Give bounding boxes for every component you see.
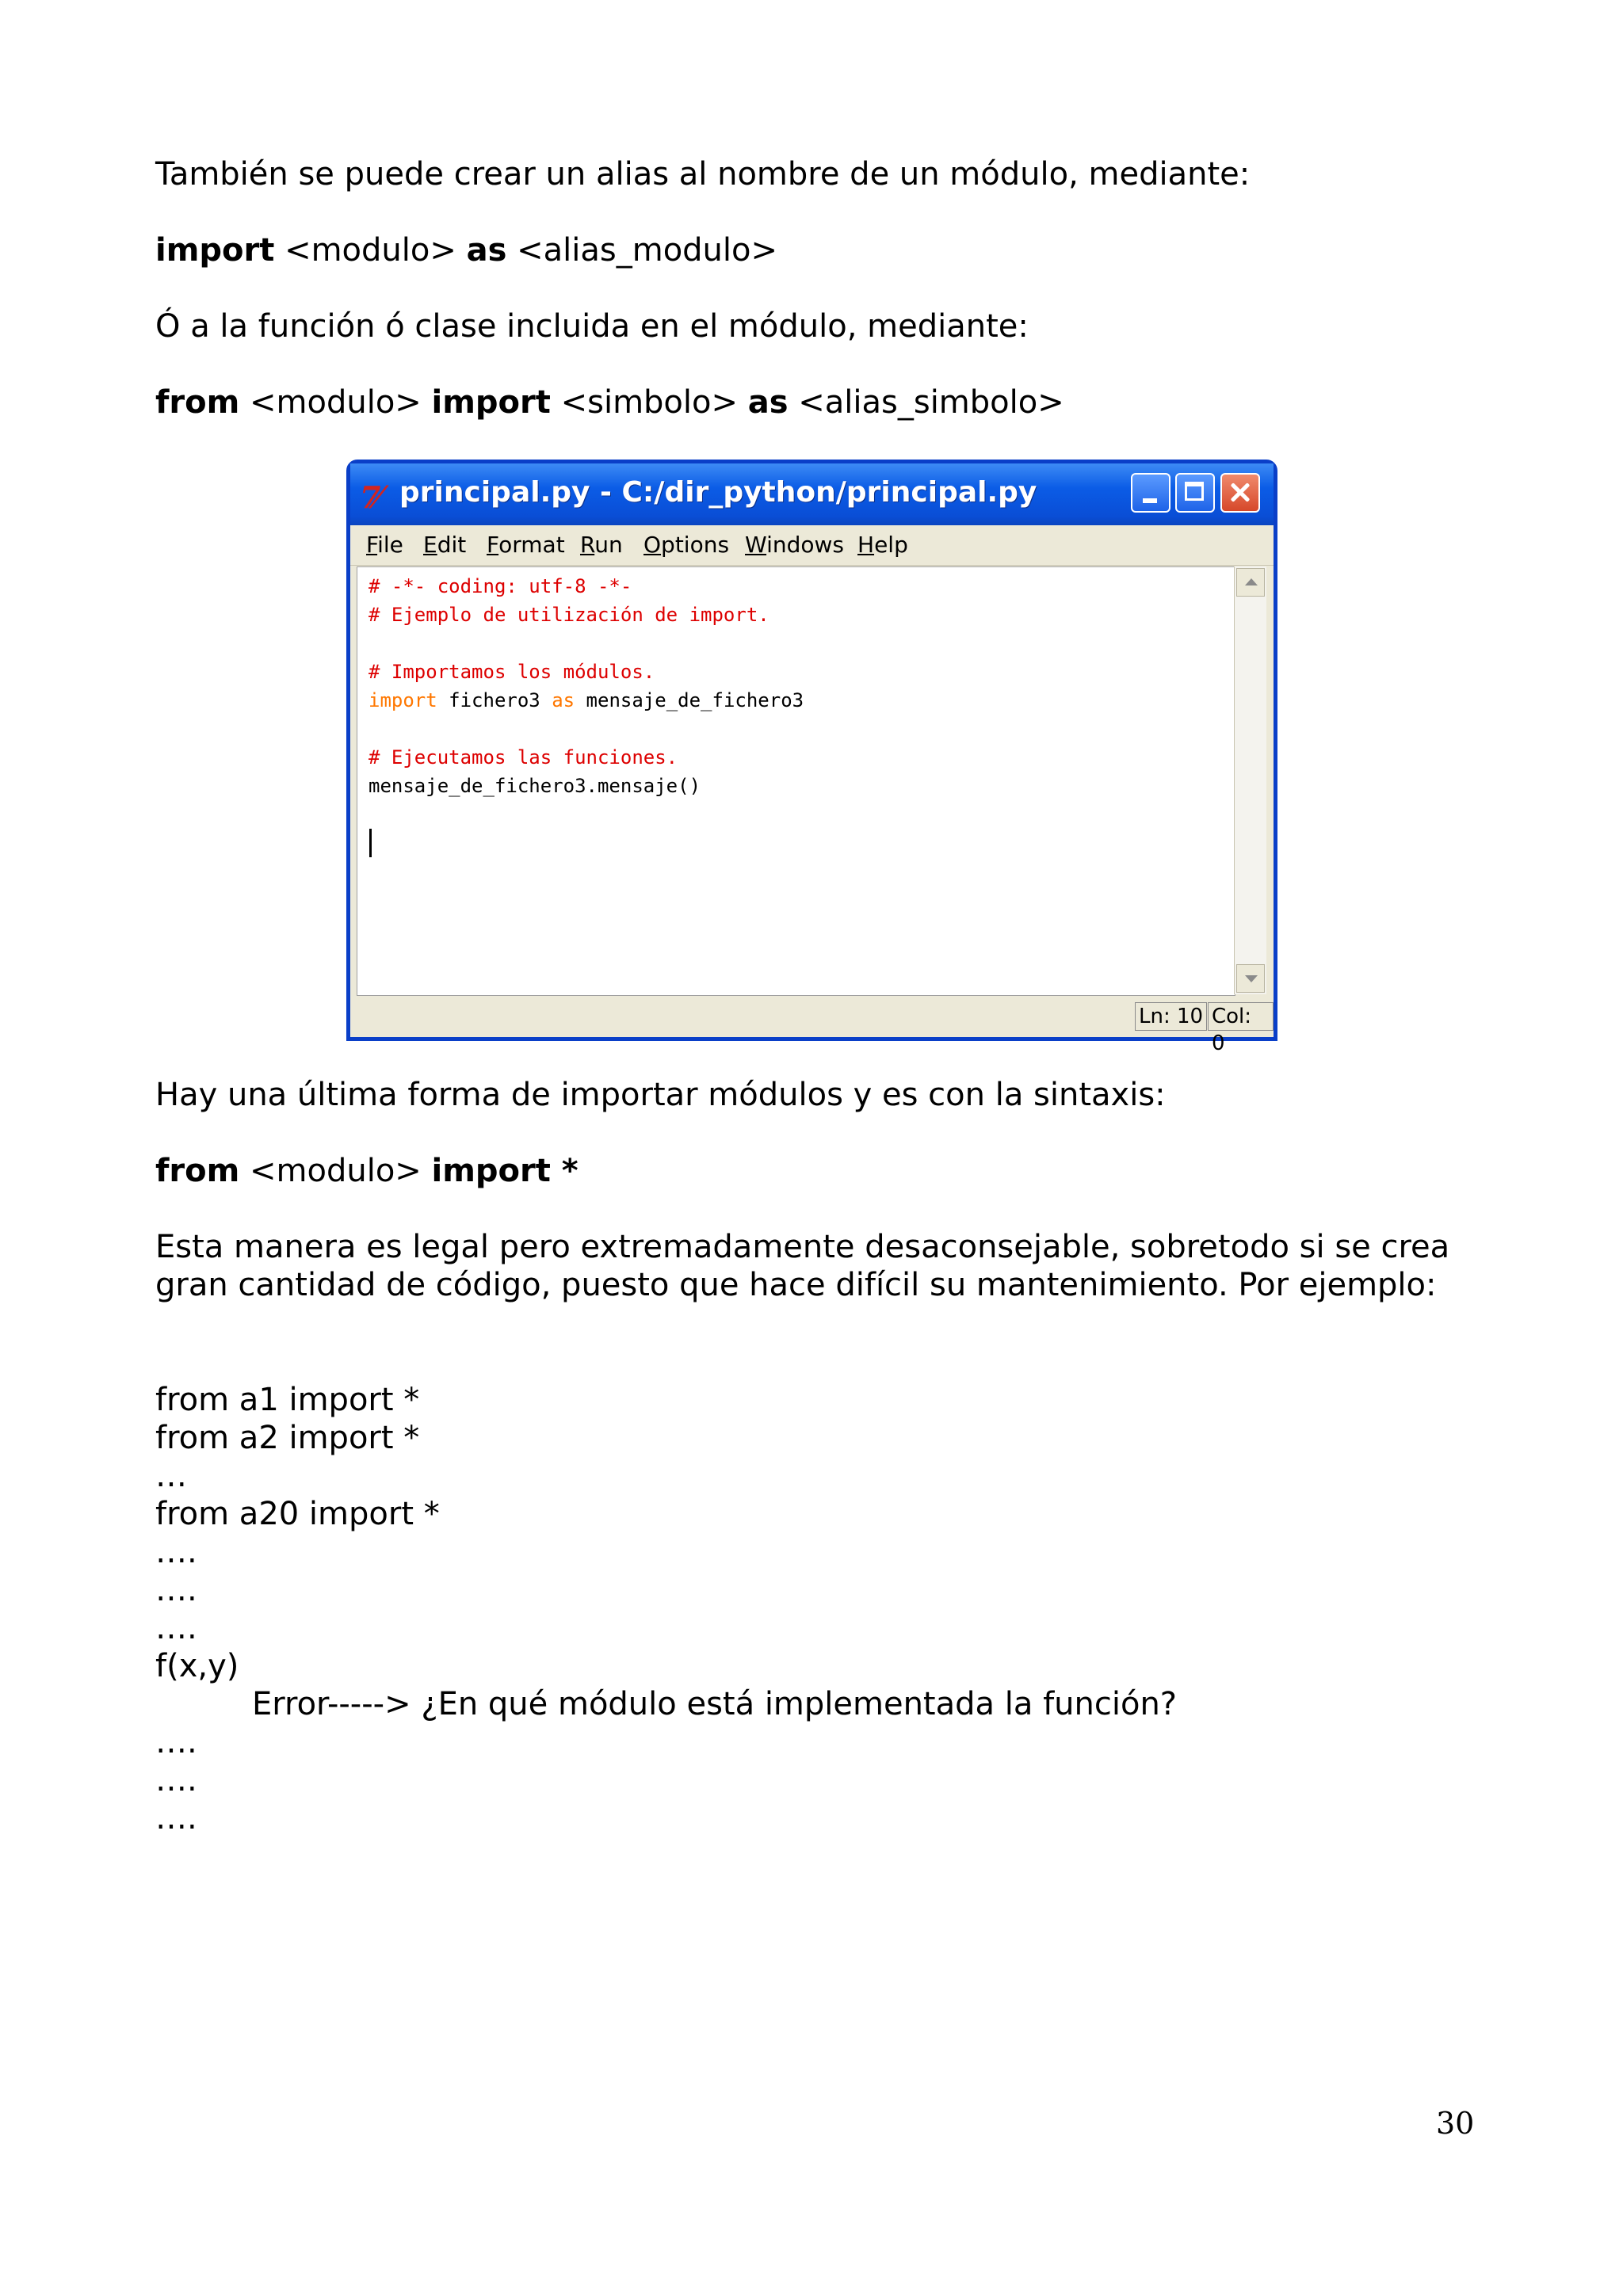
maximize-button[interactable] bbox=[1175, 473, 1215, 513]
menu-windows[interactable]: Windows bbox=[745, 532, 844, 558]
example-line: …. bbox=[155, 1572, 197, 1608]
menu-format[interactable]: Format bbox=[487, 532, 565, 558]
menu-options[interactable]: Options bbox=[643, 532, 730, 558]
syntax-from-import-star bbox=[155, 1152, 579, 1190]
example-line: …. bbox=[155, 1800, 197, 1836]
example-line: …. bbox=[155, 1610, 197, 1646]
code-keyword: import bbox=[369, 689, 437, 711]
window-title-bar[interactable] bbox=[350, 463, 1274, 525]
syntax-import-as bbox=[155, 231, 777, 269]
example-line: …. bbox=[155, 1534, 197, 1570]
menu-edit[interactable]: Edit bbox=[423, 532, 467, 558]
menu-help[interactable]: Help bbox=[857, 532, 908, 558]
keyword-import: import bbox=[431, 384, 551, 421]
python-idle-icon: 7⁄ bbox=[360, 479, 376, 515]
syntax-from-import-as bbox=[155, 383, 1064, 421]
example-line: …. bbox=[155, 1724, 197, 1760]
example-line: from a1 import * bbox=[155, 1382, 420, 1418]
menu-run[interactable]: Run bbox=[580, 532, 623, 558]
code-line: # Ejecutamos las funciones. bbox=[369, 746, 678, 769]
syntax-simbolo: <simbolo> bbox=[550, 384, 748, 421]
example-line: f(x,y) bbox=[155, 1648, 239, 1684]
intro-alias-text: También se puede crear un alias al nombre de un módulo, mediante: bbox=[155, 156, 1251, 193]
keyword-as: as bbox=[747, 384, 789, 421]
menu-file[interactable]: File bbox=[366, 532, 403, 558]
code-editor[interactable] bbox=[357, 566, 1235, 996]
scroll-up-button[interactable] bbox=[1236, 568, 1265, 597]
syntax-alias: <alias_simbolo> bbox=[788, 384, 1064, 421]
syntax-alias: <alias_modulo> bbox=[506, 232, 778, 269]
text-cursor bbox=[369, 829, 372, 857]
vertical-scrollbar[interactable] bbox=[1234, 566, 1266, 994]
code-keyword: as bbox=[552, 689, 575, 711]
code-line bbox=[369, 686, 804, 715]
keyword-as: as bbox=[466, 232, 507, 269]
intro-star-text: Hay una última forma de importar módulos y es con la sintaxis: bbox=[155, 1077, 1166, 1113]
scroll-down-button[interactable] bbox=[1236, 964, 1265, 993]
status-column: Col: 0 bbox=[1208, 1002, 1274, 1031]
syntax-modulo: <modulo> bbox=[274, 232, 467, 269]
example-line: …. bbox=[155, 1762, 197, 1798]
keyword-from: from bbox=[155, 384, 240, 421]
code-line: mensaje_de_fichero3.mensaje() bbox=[369, 775, 701, 797]
window-title: principal.py - C:/dir_python/principal.py bbox=[399, 476, 1037, 509]
code-line: # Importamos los módulos. bbox=[369, 661, 655, 683]
intro-func-text: Ó a la función ó clase incluida en el módulo, mediante: bbox=[155, 308, 1029, 345]
menu-bar bbox=[350, 525, 1274, 566]
syntax-modulo: <modulo> bbox=[239, 1153, 432, 1189]
code-line: # -*- coding: utf-8 -*- bbox=[369, 575, 632, 597]
keyword-from: from bbox=[155, 1153, 240, 1189]
syntax-modulo: <modulo> bbox=[239, 384, 432, 421]
page-number: 30 bbox=[1436, 2106, 1475, 2141]
close-button[interactable] bbox=[1220, 473, 1260, 513]
idle-editor-window bbox=[346, 460, 1277, 1055]
keyword-import: import bbox=[155, 232, 275, 269]
code-text: fichero3 bbox=[437, 689, 552, 711]
code-text: mensaje_de_fichero3 bbox=[575, 689, 804, 711]
minimize-button[interactable] bbox=[1131, 473, 1170, 513]
status-bar bbox=[350, 996, 1274, 1055]
status-line: Ln: 10 bbox=[1135, 1002, 1207, 1031]
example-line: from a2 import * bbox=[155, 1420, 420, 1456]
example-line: from a20 import * bbox=[155, 1496, 440, 1532]
example-line: … bbox=[155, 1458, 187, 1494]
keyword-import-star: import * bbox=[431, 1153, 579, 1189]
example-error-line: Error-----> ¿En qué módulo está implementada la función? bbox=[252, 1686, 1178, 1722]
warning-paragraph: Esta manera es legal pero extremadamente desaconsejable, sobretodo si se crea gran cantidad de código, puesto que hace difícil su mantenimiento. Por ejemplo: bbox=[155, 1229, 1450, 1303]
code-line: # Ejemplo de utilización de import. bbox=[369, 604, 769, 626]
